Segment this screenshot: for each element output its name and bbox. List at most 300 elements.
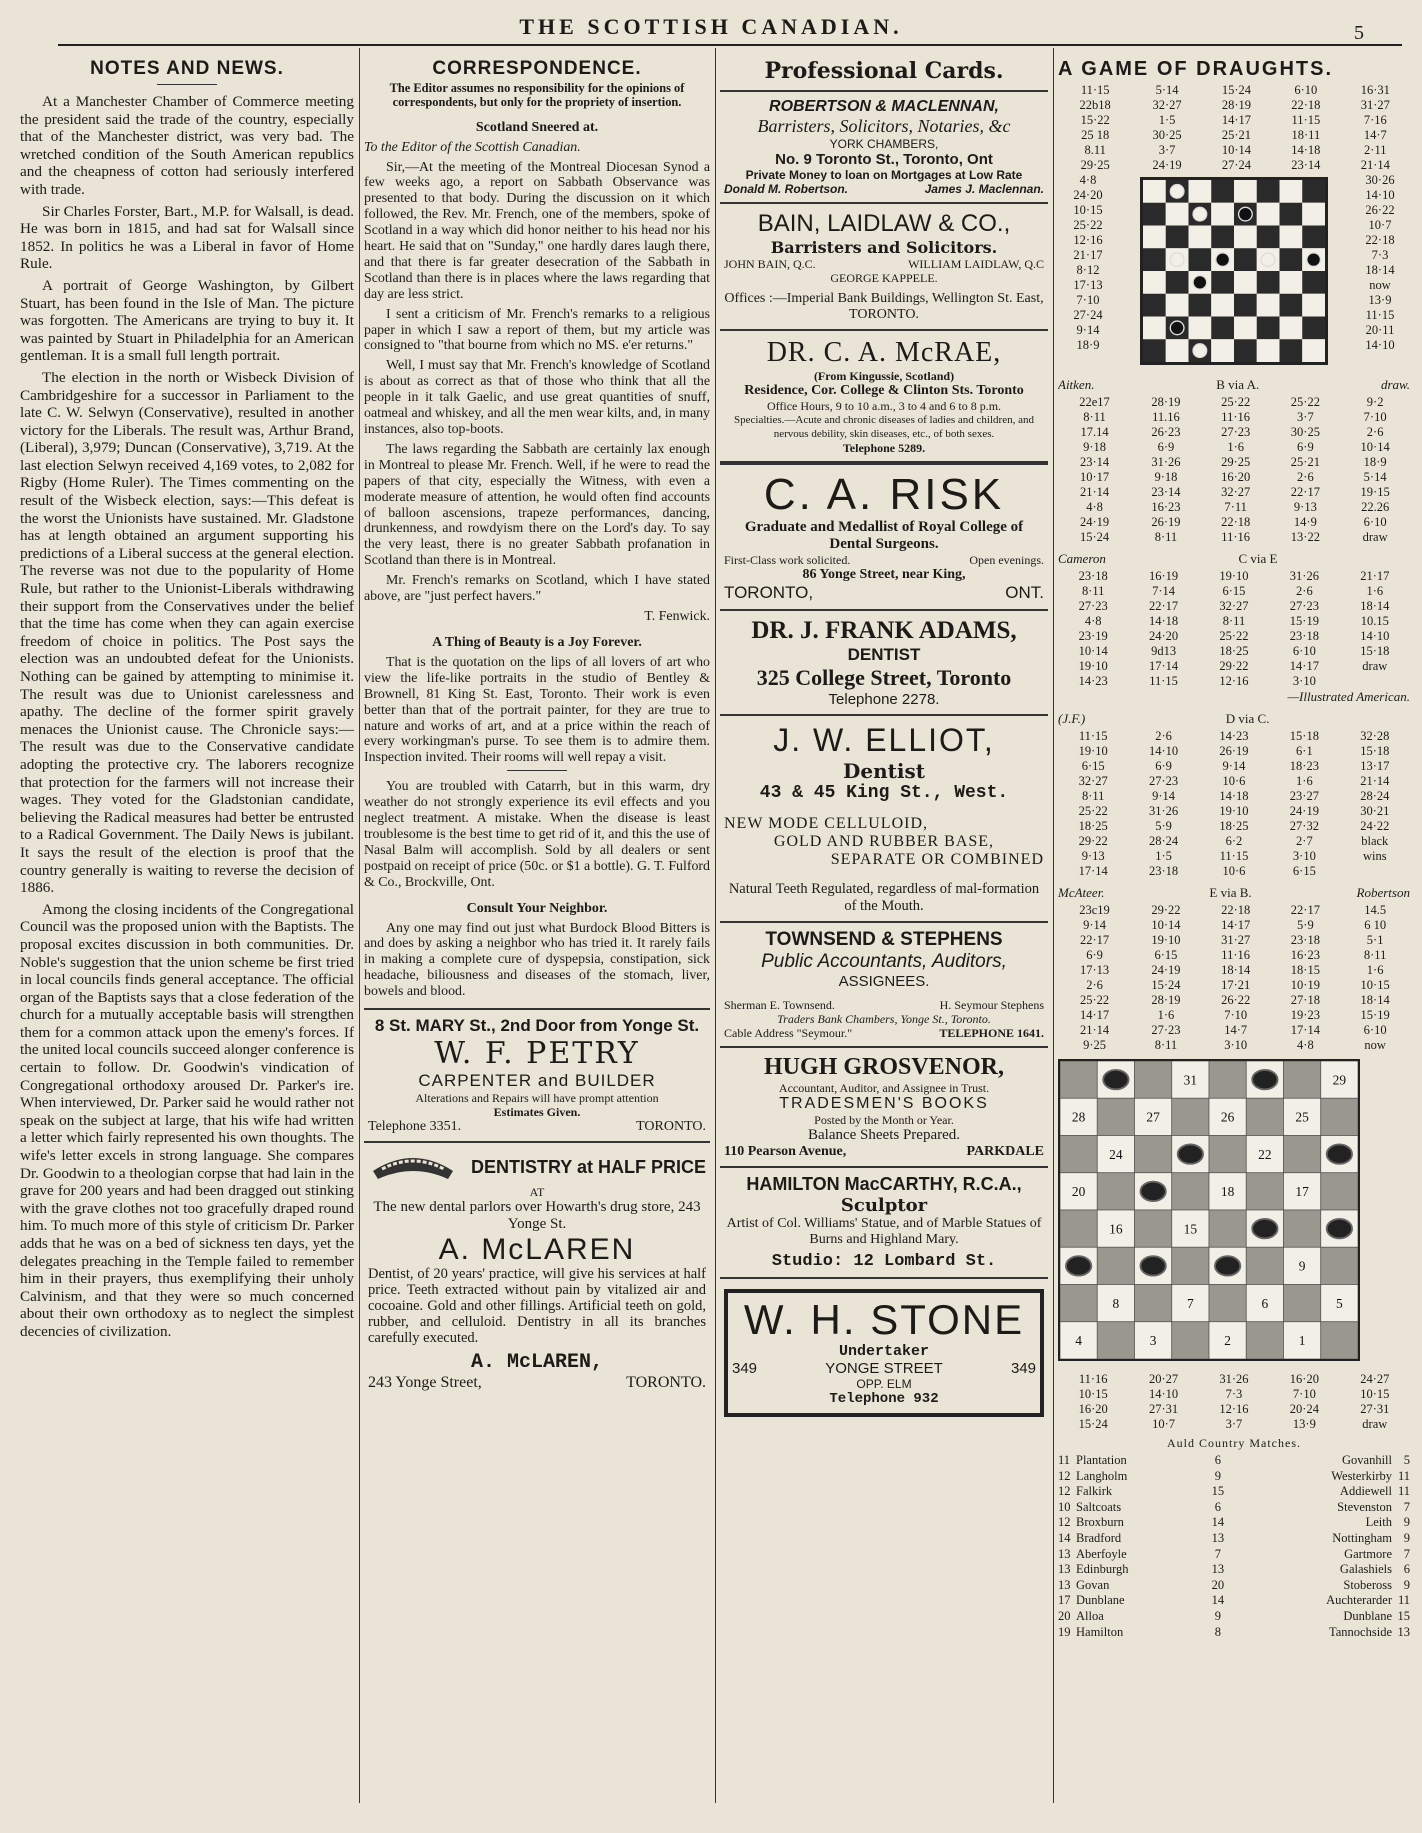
square-number	[1224, 1333, 1231, 1348]
move-row	[1058, 774, 1410, 789]
board-square	[1211, 203, 1234, 226]
draughts-piece	[1140, 1182, 1165, 1201]
mclaren-headline: DENTISTRY at HALF PRICE	[470, 1156, 706, 1177]
move-cell: 22·18	[1291, 98, 1321, 112]
board-square	[1302, 294, 1325, 317]
move-cell: 25·22	[1219, 629, 1249, 643]
match-cell: 20	[1211, 1577, 1225, 1592]
match-cell: 6	[1403, 1562, 1410, 1577]
board-square	[1321, 1322, 1358, 1359]
match-cell: 9	[1403, 1577, 1410, 1592]
move-cell: 32·27	[1152, 98, 1182, 112]
elliot-line: NEW MODE CELLULOID,	[724, 815, 929, 832]
match-row	[1058, 1578, 1410, 1594]
board-square	[1135, 1285, 1172, 1322]
board-square	[1234, 294, 1257, 317]
move-row	[1058, 744, 1410, 759]
risk-address: 86 Yonge Street, near King,	[802, 567, 966, 582]
board-square	[1234, 248, 1257, 271]
move-cell: 7·14	[1152, 584, 1176, 598]
divider	[157, 84, 217, 85]
move-cell: 27·23	[1289, 599, 1319, 613]
maccarthy-text: Artist of Col. Williams' Statue, and of Marble Statues of Burns and Highland Mary.	[726, 1216, 1042, 1247]
move-cell: 22·18	[1221, 515, 1251, 529]
board-square	[1321, 1247, 1358, 1284]
board-square	[1172, 1173, 1209, 1210]
move-cell: 10·14	[1151, 918, 1181, 932]
move-cell: 25 18	[1081, 128, 1110, 142]
match-cell: 14	[1211, 1515, 1225, 1530]
move-cell: 11·15	[1080, 83, 1110, 97]
move-cell: 7·10	[1076, 293, 1100, 307]
variation-author: Cameron	[1058, 551, 1106, 566]
move-cell: 7·10	[1363, 410, 1387, 424]
move-cell: 15·24	[1221, 83, 1252, 97]
moves-table-e	[1058, 903, 1410, 1053]
board-square	[1209, 1136, 1246, 1173]
move-cell: 30·26	[1365, 173, 1395, 187]
match-row	[1058, 1531, 1410, 1547]
risk-note: Open evenings.	[969, 553, 1044, 567]
move-cell: 7·16	[1363, 113, 1387, 127]
move-row	[1058, 1008, 1410, 1023]
move-cell: 11·16	[1221, 530, 1250, 544]
move-cell: 4·8	[1086, 500, 1103, 514]
board-square	[1189, 248, 1212, 271]
match-row	[1058, 1609, 1410, 1625]
move-row	[1058, 978, 1410, 993]
move-cell: 16·20	[1289, 1372, 1319, 1386]
variation-label: E via B.	[1209, 885, 1252, 900]
match-cell: Govanhill	[1342, 1453, 1392, 1467]
move-cell: 7·10	[1292, 1387, 1316, 1401]
square-number	[1221, 1184, 1235, 1199]
draughts-piece	[1252, 1070, 1277, 1089]
match-cell: Edinburgh	[1076, 1562, 1129, 1577]
move-cell: 5·14	[1363, 470, 1387, 484]
move-cell: 3·10	[1224, 1038, 1248, 1052]
move-cell: 17.14	[1080, 425, 1109, 439]
salutation: To the Editor of the Scottish Canadian.	[364, 139, 581, 155]
mcrae-specialties: Specialties.—Acute and chronic diseases of ladies and children, and nervous debility, skin diseases, etc., of both sexes.	[734, 414, 1034, 440]
move-cell: 15·18	[1289, 729, 1319, 743]
mcrae-residence: Residence, Cor. College & Clinton Sts. Toronto	[744, 383, 1024, 398]
move-cell: 22b18	[1079, 98, 1111, 112]
townsend-card	[720, 923, 1048, 1048]
neighbor-text: Any one may find out just what Burdock Blood Bitters is and does by asking a neighbor who has tried it. It rarely fails in making a complete cure of dyspepsia, constipation, sick headache, biliousness and diseases of the stomach, liver, bowels and blood.	[364, 920, 710, 1000]
draughts-piece	[1327, 1219, 1352, 1238]
move-cell: 14·9	[1293, 515, 1317, 529]
move-cell: 11·16	[1221, 410, 1250, 424]
grosvenor-address: 110 Pearson Avenue,	[724, 1144, 847, 1159]
move-cell: 17·14	[1290, 1023, 1320, 1037]
move-cell: 30·25	[1152, 128, 1182, 142]
draughts-board-position	[1140, 177, 1328, 365]
move-cell: 14.5	[1364, 903, 1387, 917]
move-cell: 26·22	[1365, 203, 1395, 217]
move-cell: 6·9	[1157, 440, 1175, 454]
move-row	[1058, 614, 1410, 629]
move-cell: 32·27	[1219, 599, 1249, 613]
board-square	[1257, 339, 1280, 362]
move-cell: 27·23	[1149, 774, 1179, 788]
draughts-board-numbered	[1058, 1059, 1360, 1361]
move-cell: 8·11	[1222, 614, 1246, 628]
move-cell: 4·8	[1079, 173, 1097, 187]
robertson-partner: Donald M. Robertson.	[724, 182, 848, 196]
move-row	[1058, 1023, 1410, 1038]
move-cell: 27·18	[1290, 993, 1320, 1007]
board-square	[1280, 317, 1303, 340]
move-cell: 14·10	[1149, 744, 1179, 758]
move-cell: 24·19	[1289, 804, 1319, 818]
move-row	[1058, 948, 1410, 963]
move-cell: 31·26	[1289, 569, 1319, 583]
move-cell: 27·23	[1221, 425, 1251, 439]
move-cell: 31·26	[1151, 455, 1181, 469]
move-cell: 13·22	[1290, 530, 1320, 544]
notes-paragraph: Sir Charles Forster, Bart., M.P. for Walsall, is dead. He was born in 1815, and had sat for Walsall since 1852. In politics he was a Liberal in favor of Home Rule.	[20, 202, 354, 273]
match-row	[1058, 1453, 1410, 1469]
board-square	[1280, 226, 1303, 249]
move-cell: 22e17	[1079, 395, 1110, 409]
move-cell: 18·25	[1219, 819, 1249, 833]
move-cell: 14·23	[1078, 674, 1108, 688]
editor-note: The Editor assumes no responsibility for the opinions of correspondents, but only for the propriety of insertion.	[389, 81, 685, 109]
move-cell: 27·32	[1289, 819, 1319, 833]
board-square	[1302, 271, 1325, 294]
letter-paragraph: Well, I must say that Mr. French's knowledge of Scotland is about as correct as that of those who think that all the people in it talk Gaelic, and use great quantities of snuff, oatmeal and whiskey, and all the men wear kilts, and, in many instances, also top-boots.	[364, 358, 710, 437]
move-row	[1058, 143, 1410, 158]
board-square	[1257, 271, 1280, 294]
match-cell: 15	[1397, 1608, 1410, 1623]
move-cell: 11·16	[1078, 1372, 1108, 1386]
stone-opp: OPP. ELM	[856, 1377, 912, 1391]
move-cell: 2·11	[1364, 143, 1387, 157]
match-cell: Stobeross	[1343, 1577, 1392, 1592]
match-row	[1058, 1593, 1410, 1609]
match-cell: Saltcoats	[1076, 1499, 1122, 1514]
stone-trade: Undertaker	[838, 1343, 929, 1360]
move-cell: 6·2	[1225, 834, 1243, 848]
match-cell: Westerkirby	[1331, 1468, 1392, 1483]
move-cell: 5·14	[1155, 83, 1179, 97]
move-cell: black	[1361, 834, 1389, 848]
board-square	[1280, 248, 1303, 271]
square-number	[1299, 1259, 1306, 1274]
notes-paragraph: Among the closing incidents of the Congregational Council was the proposed union with the Baptists. The proposal excites discussion in both communities. Dr. Noble's suggestion that the union scheme be first tried in local councils finds general acceptance. The official organ of the Baptists says that a close federation of the church for a mutually acceptable basis will strengthen them for a common attack upon the emeny's forces. If the united local councils succeed alonger conference is certain to follow. Dr. Goodwin's vindication of Congregational orthodoxy aroused Dr. Parker's ire. When interviewed, Dr. Parker said he would rather not speak on the subject at large, that his wife had written a letter which fairly represented his own thoughts. The wife's letter excels in strong language. She compares Dr. Goodwin to a theologian corpse that had lain in the grave for 200 years and had been dragged out stinking with the grave clothes not too gracefully draped round him. To much more of this style of criticism Dr. Parker adds that he was on a bed of sickness ten days, yet the delegates preaching in the Temple failed to remember him in their prayers, thus exemplifying their unholy Calvinism, and that they were so much concerned about their own orthodoxy as to neglect the simplest decencies of civilization.	[20, 900, 354, 1340]
move-cell: 15·18	[1360, 644, 1390, 658]
draughts-piece	[1307, 253, 1321, 267]
move-cell: 14·7	[1363, 128, 1387, 142]
move-cell: wins	[1362, 849, 1387, 863]
match-cell: Falkirk	[1076, 1484, 1113, 1499]
move-cell: 16·20	[1078, 1402, 1108, 1416]
move-cell: 5·9	[1155, 819, 1172, 833]
square-number	[1150, 1333, 1157, 1348]
move-cell: 9·13	[1081, 849, 1105, 863]
move-cell: 25·22	[1073, 218, 1103, 232]
move-cell: 11·15	[1149, 674, 1178, 688]
move-cell: 10·14	[1221, 143, 1252, 157]
mclaren-name: A. McLAREN	[438, 1233, 636, 1267]
move-cell: 31·27	[1360, 98, 1390, 112]
grosvenor-books: TRADESMEN'S BOOKS	[779, 1095, 989, 1112]
notes-heading: NOTES AND NEWS.	[90, 58, 284, 79]
move-cell: 24·19	[1152, 158, 1182, 172]
top-rule	[58, 44, 1402, 46]
move-cell: 18·14	[1365, 263, 1395, 277]
move-cell: 14·10	[1360, 629, 1390, 643]
townsend-assignees: ASSIGNEES.	[838, 973, 930, 990]
move-cell: 25·22	[1290, 395, 1320, 409]
match-cell: 19	[1058, 1624, 1071, 1639]
moves-table-bottom	[1058, 1372, 1410, 1432]
mcrae-hours: Office Hours, 9 to 10 a.m., 3 to 4 and 6 to 8 p.m.	[766, 399, 1002, 413]
match-cell: Auchterarder	[1326, 1593, 1392, 1608]
match-cell: 13	[1211, 1562, 1225, 1577]
match-row	[1058, 1547, 1410, 1563]
square-number	[1295, 1184, 1309, 1199]
maccarthy-trade: Sculptor	[840, 1195, 928, 1216]
move-cell: 2·6	[1155, 729, 1172, 743]
match-cell: Nottingham	[1332, 1530, 1392, 1545]
townsend-chambers: Traders Bank Chambers, Yonge St., Toronto.	[777, 1012, 991, 1026]
board-square	[1166, 294, 1189, 317]
townsend-trade: Public Accountants, Auditors,	[761, 951, 1007, 972]
match-row	[1058, 1625, 1410, 1641]
move-cell: 21·14	[1079, 1023, 1110, 1037]
move-row	[1058, 1402, 1410, 1417]
move-cell: 10·14	[1078, 644, 1108, 658]
move-cell: 6·10	[1363, 1023, 1387, 1037]
board-square	[1172, 1247, 1209, 1284]
board-square	[1143, 339, 1166, 362]
column-rule	[1053, 48, 1054, 1803]
match-cell: 10	[1058, 1499, 1071, 1514]
move-cell: 15·24	[1078, 1417, 1108, 1431]
move-cell: 14·18	[1291, 143, 1321, 157]
draughts-piece	[1216, 253, 1230, 267]
move-row	[1058, 440, 1410, 455]
move-cell: 18·11	[1291, 128, 1321, 142]
move-cell: 24·20	[1149, 629, 1179, 643]
robertson-name: ROBERTSON & MACLENNAN,	[769, 98, 999, 115]
move-cell: 19·10	[1078, 744, 1108, 758]
square-number	[1221, 1110, 1235, 1125]
match-cell: 11	[1397, 1484, 1410, 1499]
adams-card	[720, 611, 1048, 716]
board-square	[1143, 317, 1166, 340]
move-cell: 29·25	[1080, 158, 1110, 172]
robertson-address: No. 9 Toronto St., Toronto, Ont	[775, 151, 993, 168]
move-cell: 25·21	[1221, 128, 1252, 142]
move-cell: 16·23	[1151, 500, 1181, 514]
match-cell: Langholm	[1076, 1468, 1128, 1483]
match-cell: 13	[1058, 1546, 1071, 1561]
move-row	[1058, 455, 1410, 470]
board-square	[1284, 1136, 1321, 1173]
variation-result: Robertson	[1356, 885, 1410, 900]
match-cell: 7	[1403, 1546, 1410, 1561]
variation-label: B via A.	[1216, 377, 1260, 392]
move-row	[1058, 629, 1410, 644]
townsend-phone: TELEPHONE 1641.	[939, 1026, 1044, 1040]
move-cell: 23·27	[1289, 789, 1319, 803]
match-cell: 13	[1397, 1624, 1410, 1639]
maccarthy-card	[720, 1168, 1048, 1279]
move-cell: 26·22	[1221, 993, 1251, 1007]
stone-phone: Telephone 932	[829, 1391, 939, 1407]
move-cell: 14·18	[1149, 614, 1179, 628]
draughts-piece	[1239, 207, 1253, 221]
move-cell: 2·6	[1366, 425, 1384, 439]
move-cell: 4·8	[1297, 1038, 1314, 1052]
move-row	[1058, 410, 1410, 425]
townsend-partner: Sherman E. Townsend.	[724, 998, 835, 1012]
grosvenor-area: PARKDALE	[966, 1144, 1044, 1159]
board-square	[1234, 339, 1257, 362]
move-cell: 16·23	[1290, 948, 1320, 962]
move-row	[1058, 993, 1410, 1008]
move-cell: 6·15	[1154, 948, 1178, 962]
move-cell: 10·17	[1079, 470, 1110, 484]
move-cell: 15·19	[1289, 614, 1319, 628]
grosvenor-trade: Accountant, Auditor, and Assignee in Trust.	[778, 1081, 990, 1095]
move-cell: draw	[1362, 1417, 1388, 1431]
match-cell: 9	[1403, 1515, 1410, 1530]
move-cell: now	[1364, 1038, 1386, 1052]
match-cell: 9	[1403, 1530, 1410, 1545]
move-cell: 6·15	[1222, 584, 1246, 598]
board-square	[1211, 294, 1234, 317]
move-cell: 14·17	[1221, 918, 1251, 932]
board-square	[1172, 1322, 1209, 1359]
move-cell: 13·9	[1292, 1417, 1316, 1431]
move-cell: 23·18	[1290, 933, 1320, 947]
move-cell: 23c19	[1079, 903, 1110, 917]
bain-partner: WILLIAM LAIDLAW, Q.C	[908, 257, 1044, 271]
move-cell: 27·23	[1151, 1023, 1181, 1037]
move-row	[1058, 515, 1410, 530]
board-square	[1257, 317, 1280, 340]
move-row	[1058, 530, 1410, 545]
robertson-chambers: YORK CHAMBERS,	[829, 137, 939, 151]
match-row	[1058, 1500, 1410, 1516]
move-cell: 9·2	[1366, 395, 1384, 409]
match-cell: 7	[1403, 1499, 1410, 1514]
move-cell: 17·13	[1079, 963, 1110, 977]
notes-paragraph: The election in the north or Wisbeck Division of Cambridgeshire for a successor in Parliament to the late C. W. Selwyn (Conservative), resulted in another victory for the Liberals. The result was, Arthur Brand, (Liberal), 3,979; Duncan (Conservative), 3,719. At the last election Selwyn received 4,169 votes, to 2,082 for Rigby (Home Ruler). The Times commenting on the result of the Wisbeck election, says:—This defeat is the worst the Unionists have sustained. Mr. Gladstone has at length obtained an argument supporting his predictions of a Liberal success at the general election. The reverse was not due to the popularity of Home Rule, but rather to the Unionist-Liberals withdrawing their support from the Conservatives under the belief that the time has come when they can again exercise freedom of choice in politics. The Post says the election was an undoubted defeat for the Unionists. Nothing can be gained by attempting to minimise it. The result was due to Unionist carelessness and apathy. The decline of the former spirit gravely menaces the Unionist cause. The Chronicle says:—The result was due to the Conservative candidate adopting the protective cry. The laborers recognize that protection for the farmers will not increase their wages. They voted for the Gladstonian candidate, believing the Radical measures had better be entrusted to a Radical Government. The Daily News is jubilant. It says the result of the election is proof that the country generally is waiting to reverse the decision of 1886.	[20, 368, 354, 897]
move-row	[1058, 485, 1410, 500]
move-cell: 11·15	[1219, 849, 1249, 863]
matches-table	[1058, 1453, 1410, 1640]
move-cell: 6·9	[1155, 759, 1172, 773]
petry-name: W. F. PETRY	[434, 1036, 640, 1072]
board-square	[1135, 1210, 1172, 1247]
move-cell: 10·14	[1360, 440, 1390, 454]
stone-street: YONGE STREET	[825, 1360, 943, 1377]
masthead: THE SCOTTISH CANADIAN.	[519, 14, 903, 39]
townsend-name: TOWNSEND & STEPHENS	[765, 929, 1003, 950]
move-cell: 7·3	[1371, 248, 1389, 262]
match-cell: 6	[1214, 1499, 1221, 1514]
move-cell: 28·19	[1151, 993, 1181, 1007]
move-cell: 22·17	[1149, 599, 1179, 613]
move-cell: 12·16	[1073, 233, 1103, 247]
move-cell: 23·18	[1149, 864, 1179, 878]
board-square	[1211, 339, 1234, 362]
square-number	[1075, 1333, 1082, 1348]
move-cell: 11.16	[1152, 410, 1180, 424]
letter-paragraph: Sir,—At the meeting of the Montreal Diocesan Synod a few weeks ago, a report on Sabbath Observance was presented to that body. During the discussion on it which followed, the Rev. Mr. French, one of the members, spoke of Scotland in a way which did honor neither to his head nor his heart. He said that on "Sunday," one hardly dares laugh there, and that there is far greater desecration of the Sabbath in Scotland than there is in places where the laws regarding that day are less strict.	[364, 159, 710, 302]
robertson-trade: Barristers, Solicitors, Notaries, &c	[757, 116, 1011, 136]
board-square	[1284, 1285, 1321, 1322]
move-cell: 21·17	[1073, 248, 1103, 262]
square-number	[1299, 1333, 1306, 1348]
board-square	[1166, 226, 1189, 249]
draughts-piece	[1170, 253, 1184, 267]
elliot-trade: Dentist	[843, 759, 925, 783]
move-cell: 22·17	[1079, 933, 1110, 947]
draughts-piece	[1170, 185, 1184, 199]
move-cell	[1340, 674, 1410, 689]
column-rule	[715, 48, 716, 1803]
grosvenor-name: HUGH GROSVENOR,	[763, 1054, 1005, 1080]
board-square	[1257, 294, 1280, 317]
move-cell: 8·11	[1154, 530, 1178, 544]
move-row	[1058, 83, 1410, 98]
move-row	[1058, 804, 1410, 819]
match-cell: Leith	[1365, 1515, 1392, 1530]
move-cell: 27·24	[1221, 158, 1252, 172]
notes-paragraph: A portrait of George Washington, by Gilbert Stuart, has been found in the Isle of Man. The picture was forgotten. The Americans are trying to buy it. It was painted by Stuart in Philadelphia for an American gentleman. It is a small full length portrait.	[20, 276, 354, 365]
move-cell: 28·24	[1360, 789, 1390, 803]
move-cell: 23·14	[1079, 455, 1110, 469]
board-square	[1280, 294, 1303, 317]
page-number: 5	[1354, 22, 1364, 44]
move-cell: 6·9	[1297, 440, 1314, 454]
correspondence-heading: CORRESPONDENCE.	[432, 58, 642, 79]
letter-signature: T. Fenwick.	[644, 608, 710, 624]
elliot-line: GOLD AND RUBBER BASE,	[773, 833, 995, 850]
beauty-text: That is the quotation on the lips of all lovers of art who view the life-like portraits in the studio of Bentley & Brownell, 81 King St. East, Toronto. Their work is even better than that of the portrait painter, for they are true to nature and works of art, and at a price within the reach of every workingman's purse. To see them is to admire them. Inspection invited. Their rooms will well repay a visit.	[364, 654, 710, 766]
move-cell: 10.15	[1360, 614, 1389, 628]
move-cell: 32·28	[1360, 729, 1390, 743]
move-cell: 31·26	[1149, 804, 1179, 818]
draughts-piece	[1193, 207, 1207, 221]
move-row	[1058, 1387, 1410, 1402]
square-number	[1262, 1296, 1269, 1311]
match-cell: 8	[1214, 1624, 1221, 1639]
board-square	[1189, 294, 1212, 317]
maccarthy-name: HAMILTON MacCARTHY, R.C.A.,	[746, 1174, 1022, 1194]
move-cell: 17·13	[1073, 278, 1103, 292]
draughts-heading: A GAME OF DRAUGHTS.	[1058, 58, 1334, 80]
move-row	[1058, 644, 1410, 659]
move-cell: 7·3	[1225, 1387, 1243, 1401]
move-cell: 2·6	[1297, 470, 1314, 484]
move-cell: 2·7	[1296, 834, 1313, 848]
match-cell: Gartmore	[1344, 1546, 1392, 1561]
stone-name: W. H. STONE	[743, 1296, 1025, 1343]
move-cell: 5·9	[1297, 918, 1314, 932]
bain-card	[720, 204, 1048, 331]
move-cell: 2·6	[1296, 584, 1313, 598]
move-cell: 25·22	[1221, 395, 1251, 409]
board-square	[1234, 271, 1257, 294]
move-cell: 29·22	[1219, 659, 1249, 673]
